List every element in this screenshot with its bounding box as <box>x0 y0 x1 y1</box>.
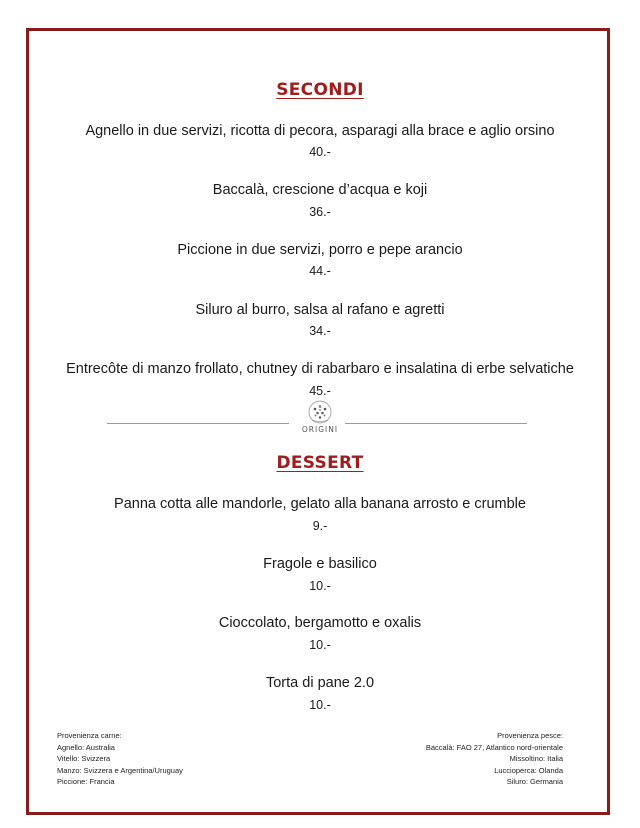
meat-provenance-line: Piccione: Francia <box>57 777 115 786</box>
dessert-dish-1: Panna cotta alle mandorle, gelato alla banana arrosto e crumble <box>114 496 526 512</box>
secondi-dish-2: Baccalà, crescione d’acqua e koji <box>212 182 428 198</box>
divider-right <box>345 423 527 424</box>
dessert-dish-2: Fragole e basilico <box>263 556 377 572</box>
meat-provenance-line: Manzo: Svizzera e Argentina/Uruguay <box>57 765 183 775</box>
secondi-price-1: 40.- <box>309 145 331 159</box>
dessert-price-2: 10.- <box>309 579 331 593</box>
secondi-price-5: 45.- <box>309 384 331 398</box>
secondi-dish-4: Siluro al burro, salsa al rafano e agretti <box>195 302 445 318</box>
dessert-price-3: 10.- <box>309 638 331 652</box>
dessert-title: DESSERT <box>276 453 364 473</box>
fish-provenance <box>426 730 563 788</box>
meat-provenance-heading: Provenienza carne: <box>57 731 122 740</box>
secondi-price-4: 34.- <box>309 324 331 338</box>
divider-left <box>107 423 289 424</box>
dessert-price-4: 10.- <box>309 698 331 712</box>
secondi-price-2: 36.- <box>309 205 331 219</box>
meat-provenance-line: Vitello: Svizzera <box>57 754 111 763</box>
fish-provenance-line: Siluro: Germania <box>506 777 563 786</box>
meat-provenance <box>57 730 183 788</box>
logo-wordmark: ORIGINI <box>301 425 339 434</box>
secondi-title: SECONDI <box>276 80 364 100</box>
restaurant-logo <box>296 399 344 439</box>
secondi-dish-5: Entrecôte di manzo frollato, chutney di rabarbaro e insalatina di erbe selvatiche <box>66 361 574 377</box>
fish-provenance-heading: Provenienza pesce: <box>497 731 563 740</box>
fish-provenance-line: Luccioperca: Olanda <box>494 765 563 775</box>
dessert-dish-4: Torta di pane 2.0 <box>265 675 375 691</box>
logo-emblem-icon <box>296 399 344 427</box>
meat-provenance-line: Agnello: Australia <box>57 742 115 752</box>
secondi-dish-1: Agnello in due servizi, ricotta di pecora, asparagi alla brace e aglio orsino <box>85 123 555 139</box>
dessert-price-1: 9.- <box>312 519 328 533</box>
secondi-price-3: 44.- <box>309 264 331 278</box>
fish-provenance-line: Missoltino: Italia <box>509 754 563 763</box>
fish-provenance-line: Baccalà: FAO 27, Atlantico nord-orientale <box>425 742 563 752</box>
dessert-dish-3: Cioccolato, bergamotto e oxalis <box>218 615 422 631</box>
secondi-dish-3: Piccione in due servizi, porro e pepe arancio <box>177 242 463 258</box>
